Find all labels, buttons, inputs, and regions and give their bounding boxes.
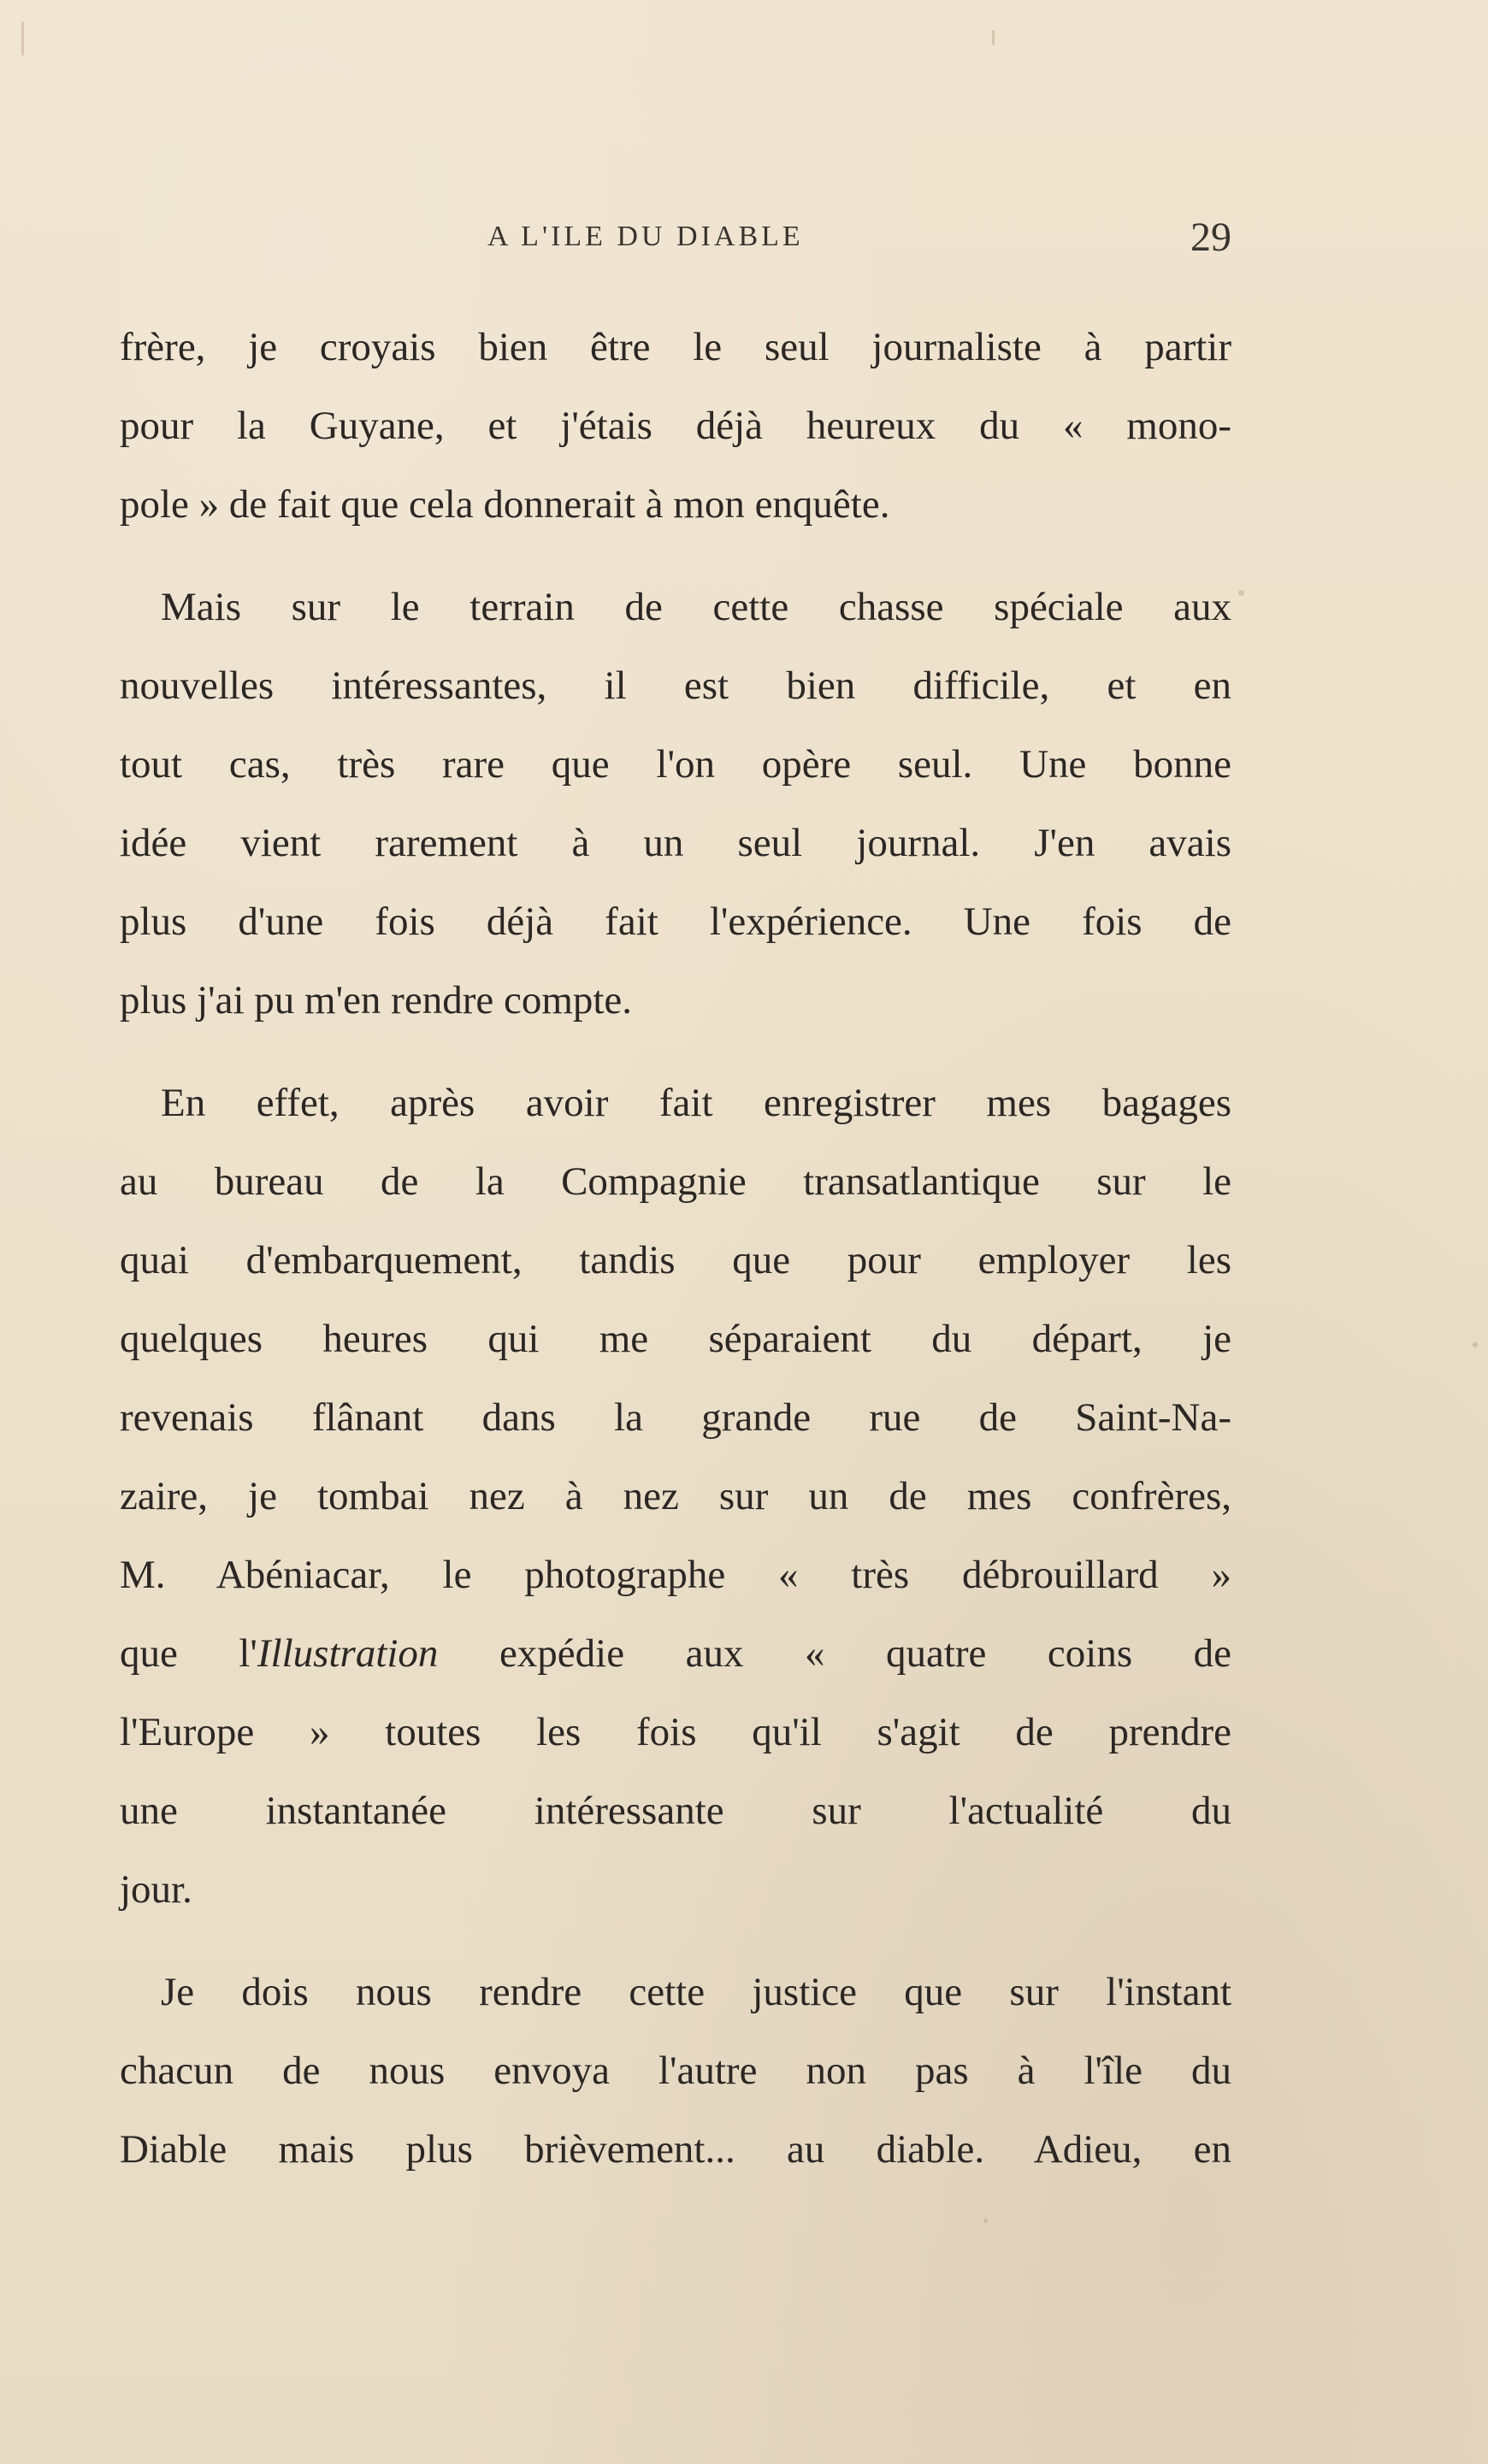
text-line: l'Europe » toutes les fois qu'il s'agit de prendre	[120, 1710, 1231, 1754]
text-line: Je dois nous rendre cette justice que sur l'instant	[161, 1970, 1231, 2014]
text-line: Diable mais plus brièvement... au diable. Adieu, en	[120, 2127, 1231, 2172]
text-line: une instantanée intéressante sur l'actualité du	[120, 1789, 1231, 1833]
text-line: pour la Guyane, et j'étais déjà heureux du « mono-	[120, 404, 1231, 448]
text-line: tout cas, très rare que l'on opère seul. Une bonne	[120, 742, 1231, 787]
text-fragment: expédie aux « quatre coins de	[438, 1631, 1231, 1676]
paragraph-gap	[120, 544, 1231, 568]
text-line: M. Abéniacar, le photographe « très débrouillard »	[120, 1553, 1231, 1597]
paper-speck	[1473, 1342, 1478, 1347]
text-line: En effet, après avoir fait enregistrer mes bagages	[161, 1081, 1231, 1125]
text-fragment: que l'	[120, 1631, 257, 1676]
body-text	[120, 308, 1231, 2189]
text-line: chacun de nous envoya l'autre non pas à l'île du	[120, 2048, 1231, 2093]
text-line: quai d'embarquement, tandis que pour employer les	[120, 1238, 1231, 1282]
page-number: 29	[1190, 215, 1231, 260]
running-head: A L'ILE DU DIABLE	[487, 221, 804, 252]
text-line: plus d'une fois déjà fait l'expérience. Une fois de	[120, 899, 1231, 944]
paper-speck	[992, 30, 995, 45]
paper-speck	[21, 21, 24, 56]
text-line: idée vient rarement à un seul journal. J'en avais	[120, 821, 1231, 865]
text-line: revenais flânant dans la grande rue de Saint-Na-	[120, 1395, 1231, 1440]
paper-speck	[983, 2219, 988, 2223]
text-line: frère, je croyais bien être le seul journaliste à partir	[120, 325, 1231, 369]
italic-title: Illustration	[257, 1631, 439, 1676]
text-line: jour.	[120, 1867, 192, 1912]
text-line: nouvelles intéressantes, il est bien difficile, et en	[120, 663, 1231, 708]
text-line: zaire, je tombai nez à nez sur un de mes confrères,	[120, 1474, 1231, 1518]
text-line: au bureau de la Compagnie transatlantique sur le	[120, 1159, 1231, 1204]
text-line: plus j'ai pu m'en rendre compte.	[120, 978, 633, 1023]
page-header	[120, 214, 1231, 274]
text-line: Mais sur le terrain de cette chasse spéciale aux	[161, 585, 1231, 629]
paragraph-gap	[120, 1040, 1231, 1064]
text-line-with-italic	[120, 1614, 1231, 1693]
text-line: pole » de fait que cela donnerait à mon enquête.	[120, 482, 890, 527]
text-line: quelques heures qui me séparaient du départ, je	[120, 1317, 1231, 1361]
paragraph-gap	[120, 1929, 1231, 1953]
paper-speck	[1238, 590, 1244, 596]
